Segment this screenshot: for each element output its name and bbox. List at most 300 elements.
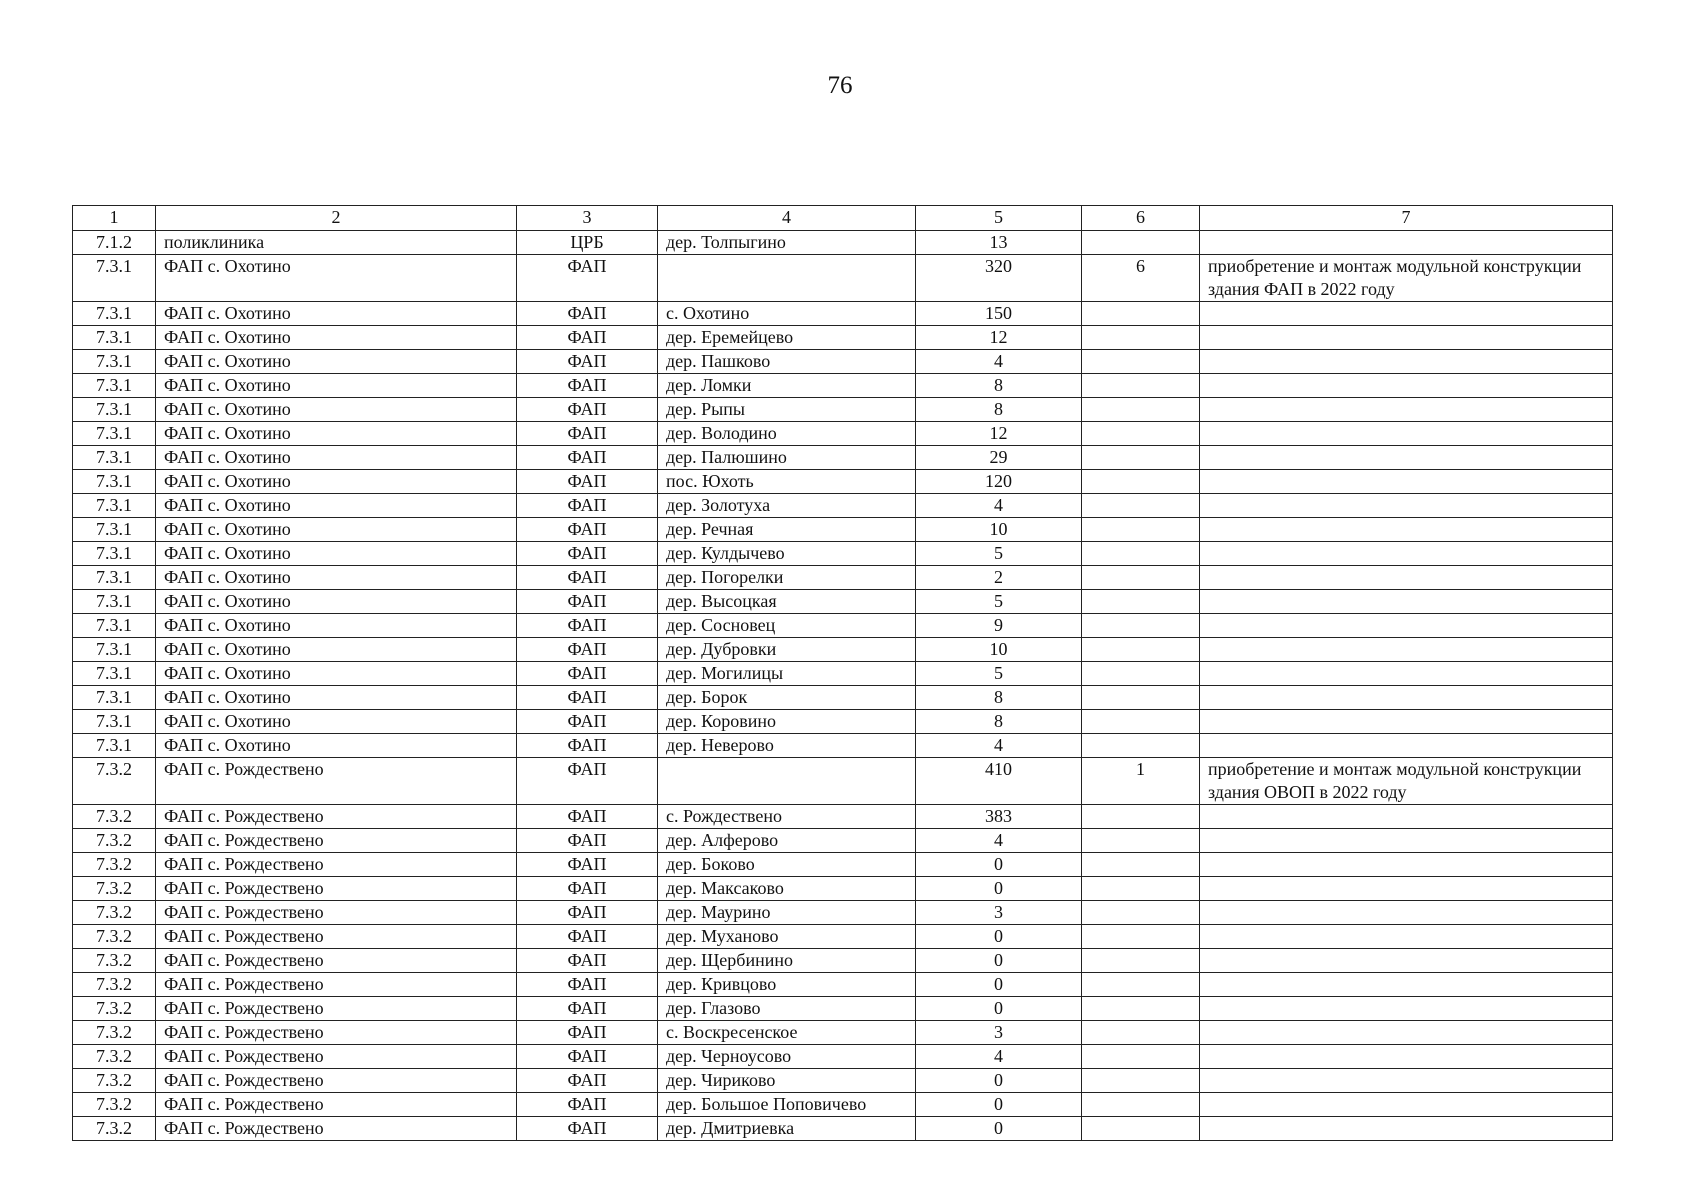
institution-cell: ФАП с. Рождествено	[156, 1093, 517, 1117]
type-cell: ФАП	[517, 734, 658, 758]
population-cell: 5	[916, 662, 1082, 686]
settlement-cell: дер. Коровино	[658, 710, 916, 734]
institution-cell: ФАП с. Охотино	[156, 494, 517, 518]
settlement-cell: с. Рождествено	[658, 805, 916, 829]
population-cell: 120	[916, 470, 1082, 494]
settlement-cell: дер. Ломки	[658, 374, 916, 398]
count-cell	[1082, 662, 1200, 686]
count-cell	[1082, 829, 1200, 853]
note-cell	[1200, 518, 1613, 542]
note-cell	[1200, 1069, 1613, 1093]
table-row	[73, 734, 1613, 758]
population-cell: 3	[916, 901, 1082, 925]
population-cell: 10	[916, 518, 1082, 542]
row-number-cell: 7.3.1	[73, 662, 156, 686]
column-header: 3	[517, 206, 658, 231]
table-row	[73, 686, 1613, 710]
row-number-cell: 7.3.2	[73, 877, 156, 901]
settlement-cell: дер. Боково	[658, 853, 916, 877]
count-cell	[1082, 638, 1200, 662]
note-cell	[1200, 566, 1613, 590]
settlement-cell	[658, 758, 916, 805]
type-cell: ФАП	[517, 590, 658, 614]
institution-cell: ФАП с. Охотино	[156, 326, 517, 350]
row-number-cell: 7.3.2	[73, 1093, 156, 1117]
institution-cell: ФАП с. Рождествено	[156, 997, 517, 1021]
type-cell: ФАП	[517, 853, 658, 877]
table-body	[73, 231, 1613, 1141]
population-cell: 4	[916, 829, 1082, 853]
row-number-cell: 7.3.1	[73, 374, 156, 398]
row-number-cell: 7.3.1	[73, 350, 156, 374]
settlement-cell: дер. Кулдычево	[658, 542, 916, 566]
note-cell	[1200, 1021, 1613, 1045]
row-number-cell: 7.3.1	[73, 255, 156, 302]
count-cell	[1082, 518, 1200, 542]
table-row	[73, 255, 1613, 302]
settlement-cell: дер. Речная	[658, 518, 916, 542]
note-cell	[1200, 1117, 1613, 1141]
count-cell: 6	[1082, 255, 1200, 302]
type-cell: ФАП	[517, 829, 658, 853]
table-row	[73, 398, 1613, 422]
institution-cell: ФАП с. Рождествено	[156, 805, 517, 829]
institution-cell: поликлиника	[156, 231, 517, 255]
institution-cell: ФАП с. Рождествено	[156, 973, 517, 997]
population-cell: 150	[916, 302, 1082, 326]
type-cell: ФАП	[517, 877, 658, 901]
row-number-cell: 7.3.1	[73, 590, 156, 614]
type-cell: ФАП	[517, 326, 658, 350]
type-cell: ФАП	[517, 566, 658, 590]
table-row	[73, 949, 1613, 973]
note-cell	[1200, 877, 1613, 901]
count-cell	[1082, 853, 1200, 877]
note-cell	[1200, 710, 1613, 734]
data-table	[72, 205, 1613, 1141]
column-header: 1	[73, 206, 156, 231]
row-number-cell: 7.3.2	[73, 853, 156, 877]
column-header: 4	[658, 206, 916, 231]
settlement-cell: дер. Щербинино	[658, 949, 916, 973]
type-cell: ФАП	[517, 255, 658, 302]
settlement-cell	[658, 255, 916, 302]
count-cell	[1082, 686, 1200, 710]
note-cell	[1200, 494, 1613, 518]
population-cell: 13	[916, 231, 1082, 255]
institution-cell: ФАП с. Охотино	[156, 446, 517, 470]
population-cell: 4	[916, 734, 1082, 758]
table-header	[73, 206, 1613, 231]
institution-cell: ФАП с. Охотино	[156, 614, 517, 638]
settlement-cell: дер. Дубровки	[658, 638, 916, 662]
institution-cell: ФАП с. Рождествено	[156, 758, 517, 805]
institution-cell: ФАП с. Охотино	[156, 566, 517, 590]
count-cell	[1082, 470, 1200, 494]
settlement-cell: дер. Кривцово	[658, 973, 916, 997]
institution-cell: ФАП с. Охотино	[156, 398, 517, 422]
table-row	[73, 758, 1613, 805]
count-cell	[1082, 566, 1200, 590]
type-cell: ФАП	[517, 686, 658, 710]
settlement-cell: дер. Золотуха	[658, 494, 916, 518]
population-cell: 410	[916, 758, 1082, 805]
note-cell	[1200, 374, 1613, 398]
row-number-cell: 7.3.1	[73, 686, 156, 710]
note-cell	[1200, 662, 1613, 686]
row-number-cell: 7.3.1	[73, 566, 156, 590]
row-number-cell: 7.3.1	[73, 542, 156, 566]
population-cell: 3	[916, 1021, 1082, 1045]
population-cell: 0	[916, 973, 1082, 997]
settlement-cell: дер. Толпыгино	[658, 231, 916, 255]
count-cell	[1082, 590, 1200, 614]
note-cell	[1200, 1045, 1613, 1069]
note-cell	[1200, 590, 1613, 614]
note-cell: приобретение и монтаж модульной конструкции здания ОВОП в 2022 году	[1200, 758, 1613, 805]
settlement-cell: дер. Рыпы	[658, 398, 916, 422]
table-row	[73, 853, 1613, 877]
settlement-cell: дер. Палюшино	[658, 446, 916, 470]
table-row	[73, 494, 1613, 518]
population-cell: 0	[916, 1093, 1082, 1117]
count-cell	[1082, 1069, 1200, 1093]
settlement-cell: с. Воскресенское	[658, 1021, 916, 1045]
note-cell	[1200, 997, 1613, 1021]
count-cell	[1082, 1117, 1200, 1141]
table-row	[73, 1045, 1613, 1069]
count-cell	[1082, 374, 1200, 398]
population-cell: 4	[916, 350, 1082, 374]
count-cell: 1	[1082, 758, 1200, 805]
table-row	[73, 805, 1613, 829]
row-number-cell: 7.3.2	[73, 949, 156, 973]
note-cell	[1200, 542, 1613, 566]
table-row	[73, 446, 1613, 470]
type-cell: ФАП	[517, 1093, 658, 1117]
institution-cell: ФАП с. Рождествено	[156, 949, 517, 973]
count-cell	[1082, 805, 1200, 829]
settlement-cell: дер. Максаково	[658, 877, 916, 901]
table-row	[73, 1021, 1613, 1045]
settlement-cell: дер. Муханово	[658, 925, 916, 949]
type-cell: ФАП	[517, 1021, 658, 1045]
population-cell: 320	[916, 255, 1082, 302]
note-cell	[1200, 1093, 1613, 1117]
institution-cell: ФАП с. Охотино	[156, 302, 517, 326]
row-number-cell: 7.3.2	[73, 997, 156, 1021]
institution-cell: ФАП с. Рождествено	[156, 829, 517, 853]
population-cell: 0	[916, 1117, 1082, 1141]
table-row	[73, 901, 1613, 925]
population-cell: 12	[916, 326, 1082, 350]
population-cell: 29	[916, 446, 1082, 470]
institution-cell: ФАП с. Охотино	[156, 422, 517, 446]
row-number-cell: 7.3.1	[73, 470, 156, 494]
row-number-cell: 7.3.1	[73, 302, 156, 326]
table-row	[73, 925, 1613, 949]
table-row	[73, 374, 1613, 398]
institution-cell: ФАП с. Рождествено	[156, 1117, 517, 1141]
row-number-cell: 7.3.1	[73, 446, 156, 470]
table-row	[73, 590, 1613, 614]
type-cell: ФАП	[517, 1117, 658, 1141]
table-row	[73, 302, 1613, 326]
row-number-cell: 7.3.1	[73, 518, 156, 542]
settlement-cell: дер. Володино	[658, 422, 916, 446]
note-cell	[1200, 350, 1613, 374]
institution-cell: ФАП с. Рождествено	[156, 1021, 517, 1045]
row-number-cell: 7.3.2	[73, 901, 156, 925]
institution-cell: ФАП с. Рождествено	[156, 1045, 517, 1069]
count-cell	[1082, 398, 1200, 422]
row-number-cell: 7.3.1	[73, 422, 156, 446]
type-cell: ФАП	[517, 1069, 658, 1093]
population-cell: 2	[916, 566, 1082, 590]
count-cell	[1082, 973, 1200, 997]
population-cell: 383	[916, 805, 1082, 829]
settlement-cell: дер. Погорелки	[658, 566, 916, 590]
settlement-cell: дер. Алферово	[658, 829, 916, 853]
row-number-cell: 7.3.1	[73, 494, 156, 518]
institution-cell: ФАП с. Рождествено	[156, 853, 517, 877]
row-number-cell: 7.3.2	[73, 925, 156, 949]
note-cell	[1200, 734, 1613, 758]
type-cell: ФАП	[517, 302, 658, 326]
table-row	[73, 470, 1613, 494]
count-cell	[1082, 446, 1200, 470]
count-cell	[1082, 949, 1200, 973]
table-row	[73, 422, 1613, 446]
settlement-cell: дер. Маурино	[658, 901, 916, 925]
row-number-cell: 7.3.1	[73, 326, 156, 350]
population-cell: 0	[916, 997, 1082, 1021]
count-cell	[1082, 710, 1200, 734]
table-row	[73, 638, 1613, 662]
settlement-cell: дер. Глазово	[658, 997, 916, 1021]
population-cell: 0	[916, 1069, 1082, 1093]
type-cell: ФАП	[517, 662, 658, 686]
type-cell: ФАП	[517, 446, 658, 470]
institution-cell: ФАП с. Охотино	[156, 518, 517, 542]
institution-cell: ФАП с. Охотино	[156, 542, 517, 566]
count-cell	[1082, 1093, 1200, 1117]
type-cell: ФАП	[517, 997, 658, 1021]
type-cell: ФАП	[517, 1045, 658, 1069]
institution-cell: ФАП с. Охотино	[156, 374, 517, 398]
column-header: 6	[1082, 206, 1200, 231]
settlement-cell: дер. Еремейцево	[658, 326, 916, 350]
row-number-cell: 7.3.2	[73, 805, 156, 829]
note-cell	[1200, 422, 1613, 446]
count-cell	[1082, 1045, 1200, 1069]
population-cell: 5	[916, 590, 1082, 614]
settlement-cell: дер. Высоцкая	[658, 590, 916, 614]
settlement-cell: дер. Большое Поповичево	[658, 1093, 916, 1117]
page-number: 76	[827, 72, 853, 99]
institution-cell: ФАП с. Охотино	[156, 470, 517, 494]
row-number-cell: 7.3.1	[73, 614, 156, 638]
institution-cell: ФАП с. Рождествено	[156, 901, 517, 925]
type-cell: ФАП	[517, 398, 658, 422]
count-cell	[1082, 734, 1200, 758]
table-row	[73, 973, 1613, 997]
population-cell: 5	[916, 542, 1082, 566]
type-cell: ЦРБ	[517, 231, 658, 255]
note-cell	[1200, 231, 1613, 255]
institution-cell: ФАП с. Охотино	[156, 638, 517, 662]
table-row	[73, 1069, 1613, 1093]
table-row	[73, 542, 1613, 566]
type-cell: ФАП	[517, 350, 658, 374]
population-cell: 8	[916, 398, 1082, 422]
institution-cell: ФАП с. Рождествено	[156, 925, 517, 949]
institution-cell: ФАП с. Охотино	[156, 710, 517, 734]
count-cell	[1082, 901, 1200, 925]
settlement-cell: с. Охотино	[658, 302, 916, 326]
settlement-cell: дер. Неверово	[658, 734, 916, 758]
type-cell: ФАП	[517, 901, 658, 925]
count-cell	[1082, 877, 1200, 901]
column-header: 2	[156, 206, 517, 231]
table-row	[73, 662, 1613, 686]
note-cell	[1200, 638, 1613, 662]
count-cell	[1082, 614, 1200, 638]
institution-cell: ФАП с. Охотино	[156, 255, 517, 302]
table-row	[73, 710, 1613, 734]
note-cell	[1200, 805, 1613, 829]
type-cell: ФАП	[517, 542, 658, 566]
count-cell	[1082, 350, 1200, 374]
row-number-cell: 7.3.1	[73, 638, 156, 662]
settlement-cell: дер. Пашково	[658, 350, 916, 374]
population-cell: 0	[916, 925, 1082, 949]
row-number-cell: 7.3.2	[73, 758, 156, 805]
row-number-cell: 7.3.1	[73, 734, 156, 758]
type-cell: ФАП	[517, 518, 658, 542]
type-cell: ФАП	[517, 494, 658, 518]
settlement-cell: пос. Юхоть	[658, 470, 916, 494]
note-cell: приобретение и монтаж модульной конструкции здания ФАП в 2022 году	[1200, 255, 1613, 302]
row-number-cell: 7.1.2	[73, 231, 156, 255]
type-cell: ФАП	[517, 925, 658, 949]
row-number-cell: 7.3.1	[73, 398, 156, 422]
count-cell	[1082, 1021, 1200, 1045]
table-row	[73, 566, 1613, 590]
population-cell: 4	[916, 494, 1082, 518]
count-cell	[1082, 302, 1200, 326]
note-cell	[1200, 326, 1613, 350]
table-row	[73, 877, 1613, 901]
institution-cell: ФАП с. Охотино	[156, 590, 517, 614]
note-cell	[1200, 398, 1613, 422]
institution-cell: ФАП с. Рождествено	[156, 1069, 517, 1093]
table-row	[73, 1117, 1613, 1141]
count-cell	[1082, 494, 1200, 518]
settlement-cell: дер. Борок	[658, 686, 916, 710]
row-number-cell: 7.3.2	[73, 829, 156, 853]
population-cell: 12	[916, 422, 1082, 446]
note-cell	[1200, 925, 1613, 949]
note-cell	[1200, 614, 1613, 638]
table-row	[73, 614, 1613, 638]
note-cell	[1200, 901, 1613, 925]
type-cell: ФАП	[517, 805, 658, 829]
note-cell	[1200, 446, 1613, 470]
population-cell: 8	[916, 710, 1082, 734]
settlement-cell: дер. Сосновец	[658, 614, 916, 638]
type-cell: ФАП	[517, 422, 658, 446]
table-row	[73, 997, 1613, 1021]
count-cell	[1082, 542, 1200, 566]
population-cell: 9	[916, 614, 1082, 638]
population-cell: 8	[916, 374, 1082, 398]
note-cell	[1200, 470, 1613, 494]
column-header: 5	[916, 206, 1082, 231]
row-number-cell: 7.3.2	[73, 1021, 156, 1045]
count-cell	[1082, 231, 1200, 255]
count-cell	[1082, 997, 1200, 1021]
column-header: 7	[1200, 206, 1613, 231]
population-cell: 0	[916, 853, 1082, 877]
note-cell	[1200, 686, 1613, 710]
institution-cell: ФАП с. Охотино	[156, 734, 517, 758]
note-cell	[1200, 829, 1613, 853]
table-row	[73, 231, 1613, 255]
note-cell	[1200, 853, 1613, 877]
institution-cell: ФАП с. Охотино	[156, 686, 517, 710]
type-cell: ФАП	[517, 470, 658, 494]
type-cell: ФАП	[517, 614, 658, 638]
type-cell: ФАП	[517, 710, 658, 734]
note-cell	[1200, 302, 1613, 326]
type-cell: ФАП	[517, 949, 658, 973]
count-cell	[1082, 326, 1200, 350]
population-cell: 10	[916, 638, 1082, 662]
type-cell: ФАП	[517, 758, 658, 805]
institution-cell: ФАП с. Охотино	[156, 350, 517, 374]
table-row	[73, 326, 1613, 350]
settlement-cell: дер. Черноусово	[658, 1045, 916, 1069]
table-row	[73, 518, 1613, 542]
type-cell: ФАП	[517, 973, 658, 997]
population-cell: 8	[916, 686, 1082, 710]
population-cell: 0	[916, 949, 1082, 973]
institution-cell: ФАП с. Рождествено	[156, 877, 517, 901]
count-cell	[1082, 925, 1200, 949]
table-row	[73, 829, 1613, 853]
institution-cell: ФАП с. Охотино	[156, 662, 517, 686]
row-number-cell: 7.3.2	[73, 1069, 156, 1093]
table-row	[73, 350, 1613, 374]
row-number-cell: 7.3.1	[73, 710, 156, 734]
row-number-cell: 7.3.2	[73, 973, 156, 997]
header-row	[73, 206, 1613, 231]
note-cell	[1200, 973, 1613, 997]
note-cell	[1200, 949, 1613, 973]
row-number-cell: 7.3.2	[73, 1117, 156, 1141]
settlement-cell: дер. Дмитриевка	[658, 1117, 916, 1141]
type-cell: ФАП	[517, 638, 658, 662]
population-cell: 4	[916, 1045, 1082, 1069]
type-cell: ФАП	[517, 374, 658, 398]
row-number-cell: 7.3.2	[73, 1045, 156, 1069]
population-cell: 0	[916, 877, 1082, 901]
table-row	[73, 1093, 1613, 1117]
settlement-cell: дер. Могилицы	[658, 662, 916, 686]
settlement-cell: дер. Чириково	[658, 1069, 916, 1093]
count-cell	[1082, 422, 1200, 446]
